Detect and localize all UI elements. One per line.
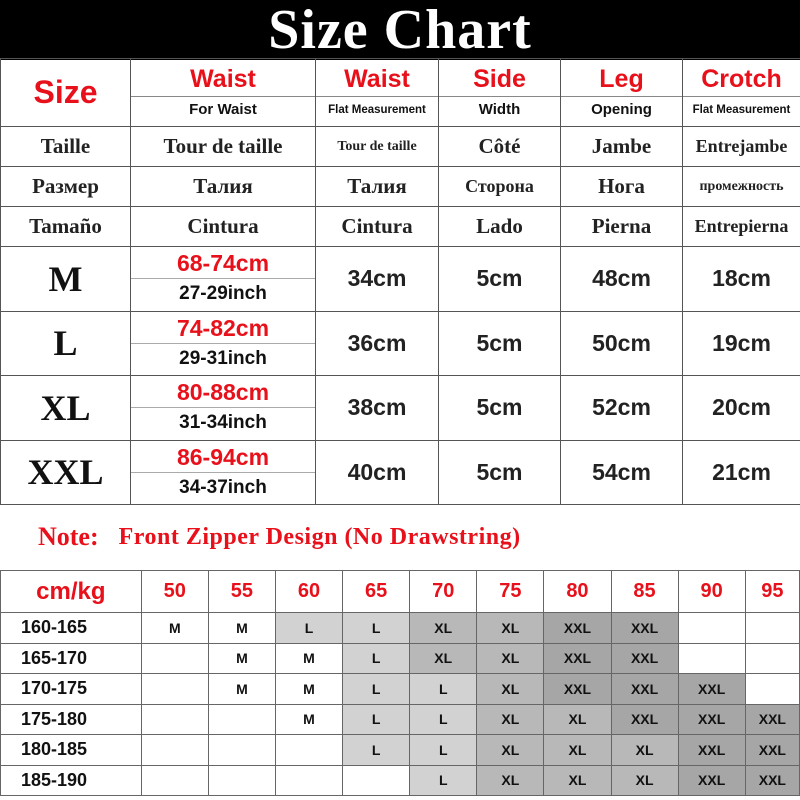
fit-size-cell: L: [343, 613, 410, 644]
fit-size-cell: XXL: [544, 674, 611, 705]
fit-size-cell: L: [343, 704, 410, 735]
fit-size-cell: XXL: [611, 643, 678, 674]
leg-header-cell: [561, 59, 683, 127]
fit-size-cell: XXL: [611, 704, 678, 735]
waist-cell: [131, 376, 316, 441]
fit-size-cell: M: [275, 674, 342, 705]
height-range: 175-180: [1, 704, 142, 735]
translation-cell: Côté: [439, 127, 561, 167]
fit-size-cell: M: [208, 613, 275, 644]
fit-size-cell: XL: [477, 643, 544, 674]
header-sub: Opening: [561, 96, 682, 123]
size-name: XL: [1, 376, 131, 441]
waist-inch: 31-34inch: [131, 407, 315, 438]
weight-header: 55: [208, 571, 275, 613]
translation-row-french: [1, 127, 800, 167]
waist-flat-value: 40cm: [316, 440, 439, 505]
translation-cell: Taille: [1, 127, 131, 167]
fit-size-cell: XL: [611, 735, 678, 766]
fit-size-cell: [141, 704, 208, 735]
fit-size-cell: XL: [410, 613, 477, 644]
size-row-xl: [1, 376, 800, 441]
side-value: 5cm: [439, 440, 561, 505]
translation-cell: промежность: [683, 167, 800, 207]
note: [38, 520, 521, 554]
translation-cell: Cintura: [316, 207, 439, 247]
fit-size-cell: L: [275, 613, 342, 644]
translation-cell: Pierna: [561, 207, 683, 247]
header-main: Waist: [190, 65, 256, 93]
note-label: Note:: [38, 522, 99, 551]
translation-cell: Сторона: [439, 167, 561, 207]
fit-corner-label: cm/kg: [1, 571, 142, 613]
size-row-xxl: [1, 440, 800, 505]
fit-size-cell: XXL: [678, 674, 745, 705]
header-main: Leg: [599, 65, 644, 93]
header-main: Side: [473, 65, 526, 93]
fit-size-cell: [745, 674, 799, 705]
height-range: 185-190: [1, 765, 142, 796]
fit-size-cell: [275, 735, 342, 766]
fit-row: [1, 704, 800, 735]
fit-size-cell: L: [410, 735, 477, 766]
fit-row: [1, 643, 800, 674]
weight-header: 80: [544, 571, 611, 613]
translation-cell: Lado: [439, 207, 561, 247]
fit-size-cell: XXL: [745, 704, 799, 735]
fit-size-cell: XXL: [544, 613, 611, 644]
fit-size-cell: XXL: [678, 704, 745, 735]
waist-cm: 74-82cm: [176, 314, 270, 341]
weight-header: 70: [410, 571, 477, 613]
fit-size-cell: XL: [544, 704, 611, 735]
fit-size-cell: XL: [477, 704, 544, 735]
leg-value: 54cm: [561, 440, 683, 505]
translation-cell: Талия: [316, 167, 439, 207]
translation-cell: Tamaño: [1, 207, 131, 247]
fit-size-cell: L: [410, 704, 477, 735]
leg-value: 50cm: [561, 311, 683, 376]
waist-inch: 29-31inch: [131, 343, 315, 374]
leg-value: 52cm: [561, 376, 683, 441]
fit-size-cell: XL: [477, 765, 544, 796]
weight-header: 60: [275, 571, 342, 613]
crotch-value: 19cm: [683, 311, 800, 376]
waist-inch: 27-29inch: [131, 278, 315, 309]
header-sub: Width: [439, 96, 560, 123]
fit-size-cell: L: [343, 643, 410, 674]
size-row-l: [1, 311, 800, 376]
fit-size-cell: M: [275, 704, 342, 735]
fit-size-cell: [141, 643, 208, 674]
fit-size-cell: L: [343, 674, 410, 705]
size-table: [0, 58, 800, 505]
fit-size-cell: XL: [477, 613, 544, 644]
translation-cell: Нога: [561, 167, 683, 207]
fit-size-cell: [141, 765, 208, 796]
fit-row: [1, 613, 800, 644]
fit-table-header-row: [1, 571, 800, 613]
translation-cell: Entrepierna: [683, 207, 800, 247]
waist-cell: [131, 247, 316, 312]
fit-size-cell: XXL: [611, 674, 678, 705]
crotch-header-cell: [683, 59, 800, 127]
translation-row-spanish: [1, 207, 800, 247]
fit-size-cell: XL: [544, 735, 611, 766]
fit-size-cell: XL: [544, 765, 611, 796]
translation-cell: Tour de taille: [131, 127, 316, 167]
header-main: Crotch: [701, 65, 782, 93]
fit-size-cell: [343, 765, 410, 796]
fit-size-cell: XL: [477, 735, 544, 766]
crotch-value: 21cm: [683, 440, 800, 505]
waist-cell: [131, 440, 316, 505]
fit-size-cell: M: [275, 643, 342, 674]
fit-size-cell: XXL: [611, 613, 678, 644]
weight-header: 65: [343, 571, 410, 613]
translation-cell: Entrejambe: [683, 127, 800, 167]
fit-size-cell: L: [410, 674, 477, 705]
fit-size-cell: XXL: [745, 765, 799, 796]
fit-row: [1, 735, 800, 766]
fit-size-cell: L: [410, 765, 477, 796]
height-range: 165-170: [1, 643, 142, 674]
fit-size-cell: XXL: [544, 643, 611, 674]
weight-header: 85: [611, 571, 678, 613]
leg-value: 48cm: [561, 247, 683, 312]
size-header-label: Size: [33, 74, 98, 110]
height-range: 180-185: [1, 735, 142, 766]
waist-cm: 80-88cm: [176, 379, 270, 406]
translation-cell: Jambe: [561, 127, 683, 167]
fit-size-cell: [208, 735, 275, 766]
waist-flat-value: 34cm: [316, 247, 439, 312]
fit-size-cell: XXL: [678, 735, 745, 766]
waist-cm: 68-74cm: [176, 250, 270, 277]
fit-size-cell: M: [141, 613, 208, 644]
size-row-m: [1, 247, 800, 312]
fit-table-body: [1, 571, 800, 796]
fit-size-cell: [745, 643, 799, 674]
waist-header-cell: [131, 59, 316, 127]
fit-size-cell: [208, 765, 275, 796]
weight-header: 90: [678, 571, 745, 613]
waist-flat-header-cell: [316, 59, 439, 127]
fit-table: [0, 570, 800, 796]
size-name: M: [1, 247, 131, 312]
fit-size-cell: [275, 765, 342, 796]
size-header-cell: [1, 59, 131, 127]
translation-cell: Tour de taille: [316, 127, 439, 167]
fit-size-cell: XL: [611, 765, 678, 796]
waist-cell: [131, 311, 316, 376]
crotch-value: 20cm: [683, 376, 800, 441]
size-table-header-row: [1, 59, 800, 127]
size-name: XXL: [1, 440, 131, 505]
height-range: 160-165: [1, 613, 142, 644]
fit-size-cell: [141, 674, 208, 705]
header-sub: Flat Measurement: [316, 96, 438, 123]
fit-size-cell: [141, 735, 208, 766]
height-range: 170-175: [1, 674, 142, 705]
size-name: L: [1, 311, 131, 376]
header-sub: For Waist: [131, 96, 315, 123]
waist-flat-value: 36cm: [316, 311, 439, 376]
fit-size-cell: [745, 613, 799, 644]
fit-size-cell: XXL: [745, 735, 799, 766]
fit-row: [1, 765, 800, 796]
weight-header: 50: [141, 571, 208, 613]
side-value: 5cm: [439, 247, 561, 312]
fit-row: [1, 674, 800, 705]
weight-header: 95: [745, 571, 799, 613]
translation-cell: Талия: [131, 167, 316, 207]
header-main: Waist: [344, 65, 410, 93]
fit-size-cell: M: [208, 674, 275, 705]
page-title: Size Chart: [0, 0, 800, 60]
fit-size-cell: XL: [410, 643, 477, 674]
translation-cell: Размер: [1, 167, 131, 207]
fit-size-cell: [678, 643, 745, 674]
fit-size-cell: XL: [477, 674, 544, 705]
fit-size-cell: M: [208, 643, 275, 674]
translation-row-russian: [1, 167, 800, 207]
fit-size-cell: [208, 704, 275, 735]
translation-cell: Cintura: [131, 207, 316, 247]
waist-flat-value: 38cm: [316, 376, 439, 441]
side-value: 5cm: [439, 376, 561, 441]
weight-header: 75: [477, 571, 544, 613]
side-header-cell: [439, 59, 561, 127]
fit-size-cell: XXL: [678, 765, 745, 796]
fit-size-cell: [678, 613, 745, 644]
side-value: 5cm: [439, 311, 561, 376]
waist-inch: 34-37inch: [131, 472, 315, 503]
waist-cm: 86-94cm: [176, 443, 270, 470]
fit-size-cell: L: [343, 735, 410, 766]
header-sub: Flat Measurement: [683, 96, 800, 123]
crotch-value: 18cm: [683, 247, 800, 312]
note-text: Front Zipper Design (No Drawstring): [118, 523, 521, 550]
